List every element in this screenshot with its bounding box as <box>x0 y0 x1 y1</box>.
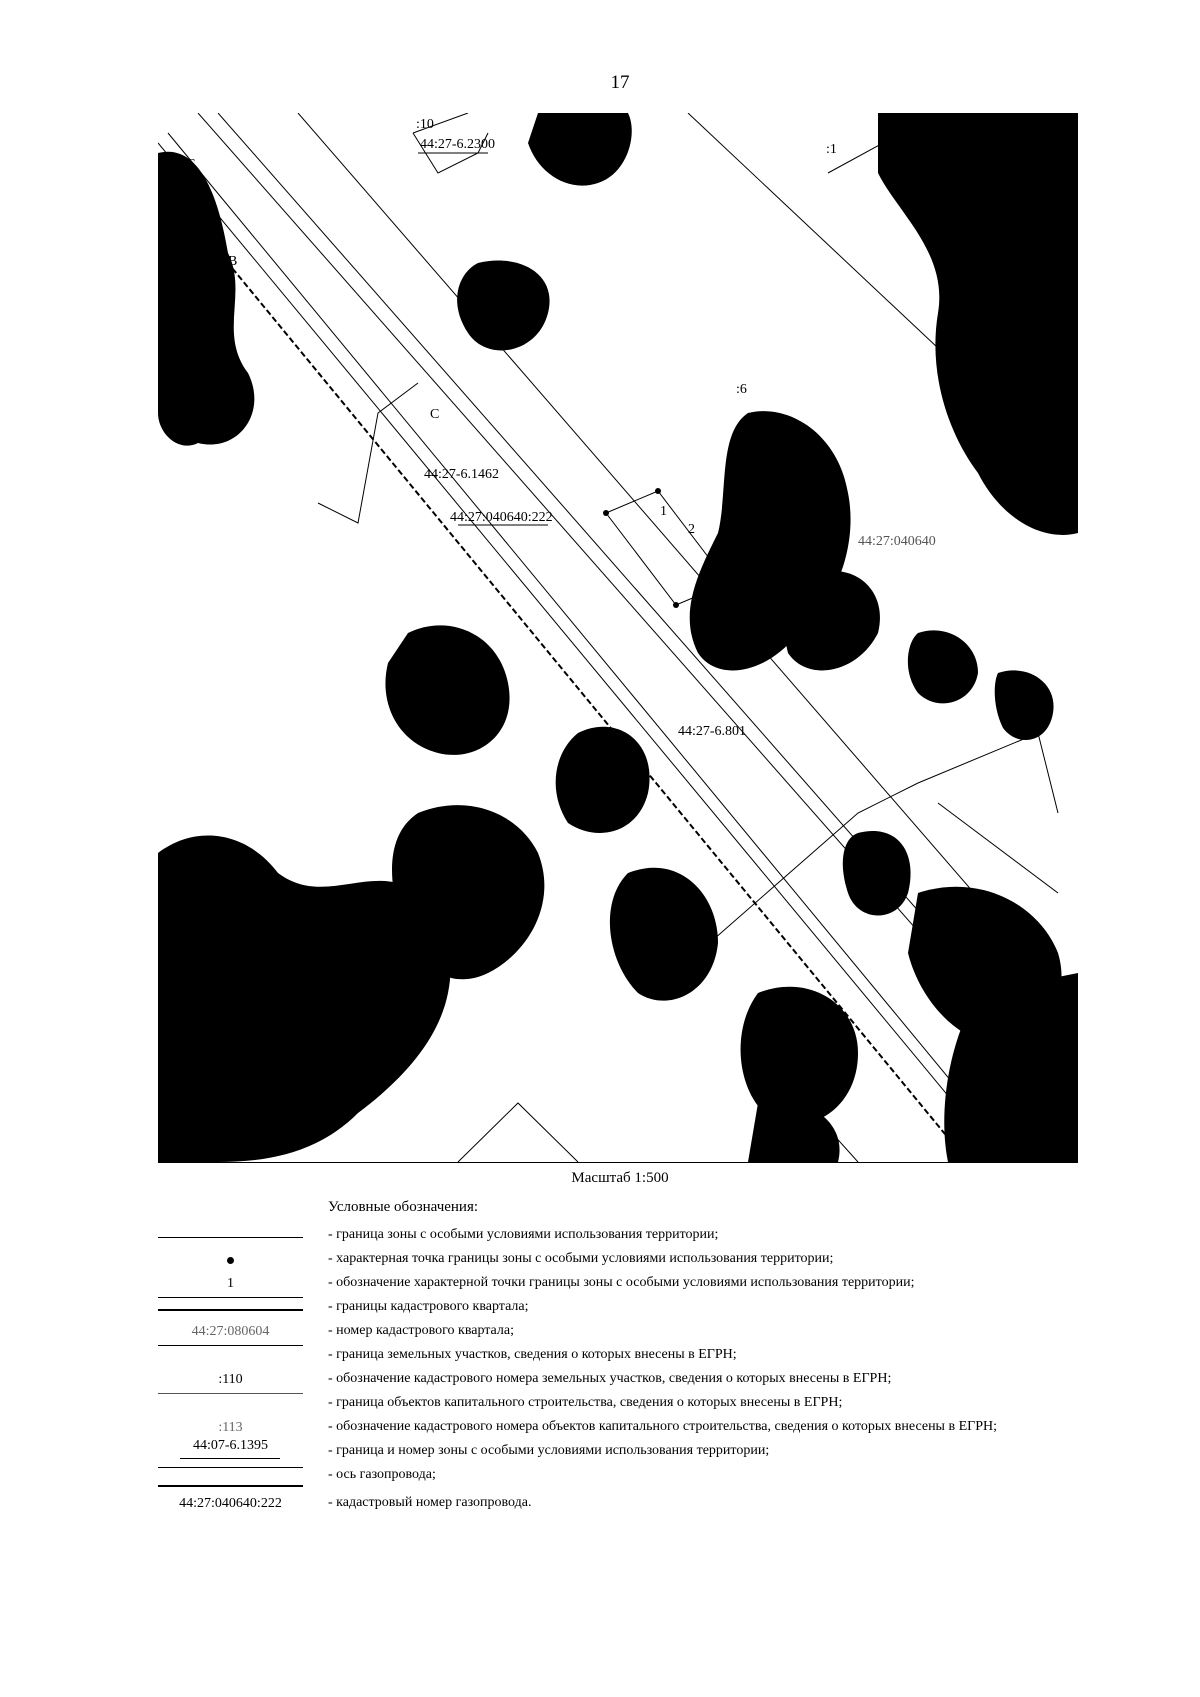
legend-description: - граница зоны с особыми условиями использования территории; <box>328 1227 719 1242</box>
map-bottom-rule <box>158 1162 1078 1163</box>
building-number-symbol: :113 <box>218 1420 243 1435</box>
legend-description: - характерная точка границы зоны с особыми условиями использования территории; <box>328 1251 834 1266</box>
quarter-number-symbol: 44:27:080604 <box>191 1324 270 1339</box>
legend-item <box>158 1465 1168 1489</box>
zone-boundary <box>418 153 731 608</box>
legend-description: - обозначение характерной точки границы зоны с особыми условиями использования территории; <box>328 1275 915 1290</box>
building-boundary-symbol <box>158 1393 303 1417</box>
page-number: 17 <box>610 72 630 93</box>
quarter-boundary-symbol <box>158 1297 303 1321</box>
legend-description: - номер кадастрового квартала; <box>328 1323 514 1338</box>
zone-number-symbol: 44:07-6.1395 <box>158 1441 303 1465</box>
parcel-label: :6 <box>736 382 747 397</box>
legend-item <box>158 1369 1168 1393</box>
legend-item <box>158 1345 1168 1369</box>
line-marker-label: C <box>186 157 196 172</box>
parcel-label: :10 <box>416 117 434 132</box>
parcel-label: :1 <box>826 142 837 157</box>
zone-point[interactable] <box>603 510 609 516</box>
legend-item <box>158 1249 1168 1273</box>
legend-item <box>158 1321 1168 1345</box>
legend-item <box>158 1297 1168 1321</box>
legend-item <box>158 1273 1168 1297</box>
zone-label: 44:27-6.1462 <box>424 467 500 482</box>
legend-title: Условные обозначения: <box>328 1199 479 1215</box>
legend-description: - граница земельных участков, сведения о которых внесены в ЕГРН; <box>328 1347 737 1362</box>
gas-pipeline-label: 44:27:040640:222 <box>450 510 553 525</box>
legend-description: - кадастровый номер газопровода. <box>328 1495 532 1510</box>
map-scale: Масштаб 1:500 <box>571 1170 669 1186</box>
zone-point[interactable] <box>725 580 731 586</box>
land-plot-boundary-symbol <box>158 1345 303 1369</box>
legend-description: - ось газопровода; <box>328 1467 436 1482</box>
pipeline-axis-symbol <box>158 1465 303 1489</box>
point-number-symbol: 1 <box>227 1276 234 1291</box>
point-label: 2 <box>688 522 695 537</box>
legend-description: - граница и номер зоны с особыми условиями использования территории; <box>328 1443 770 1458</box>
legend-item <box>158 1225 1168 1249</box>
pipeline-number-symbol: 44:27:040640:222 <box>179 1496 282 1511</box>
legend-description: - обозначение кадастрового номера земельных участков, сведения о которых внесены в ЕГРН; <box>328 1371 892 1386</box>
line-marker-label: 3 <box>160 260 167 275</box>
quarter-label: 44:27:040640 <box>858 534 936 549</box>
legend-item <box>158 1417 1168 1441</box>
legend-item <box>158 1393 1168 1417</box>
line-marker-label: C <box>430 407 440 422</box>
cadastral-map[interactable] <box>158 113 1078 1162</box>
legend-description: - обозначение кадастрового номера объектов капитального строительства, сведения о которых внесены в ЕГРН; <box>328 1419 998 1434</box>
legend-description: - границы кадастрового квартала; <box>328 1299 529 1314</box>
zone-point[interactable] <box>655 488 661 494</box>
map-canvas <box>158 113 1078 1162</box>
zone-point[interactable] <box>673 602 679 608</box>
line-marker-label: B <box>228 254 238 269</box>
zone-label: 44:27-6.801 <box>678 724 747 739</box>
point-label: 1 <box>660 504 667 519</box>
legend-description: - граница объектов капитального строительства, сведения о которых внесены в ЕГРН; <box>328 1395 843 1410</box>
vegetation-layer <box>158 113 1078 1162</box>
parcel-label: :8 <box>914 632 925 647</box>
legend-item <box>158 1493 1168 1517</box>
zone-label: 44:27-6.2300 <box>420 137 496 152</box>
legend-item <box>158 1438 1168 1465</box>
point-symbol <box>158 1249 303 1273</box>
land-plot-number-symbol: :110 <box>218 1372 243 1387</box>
zone-boundary-symbol <box>158 1225 303 1249</box>
